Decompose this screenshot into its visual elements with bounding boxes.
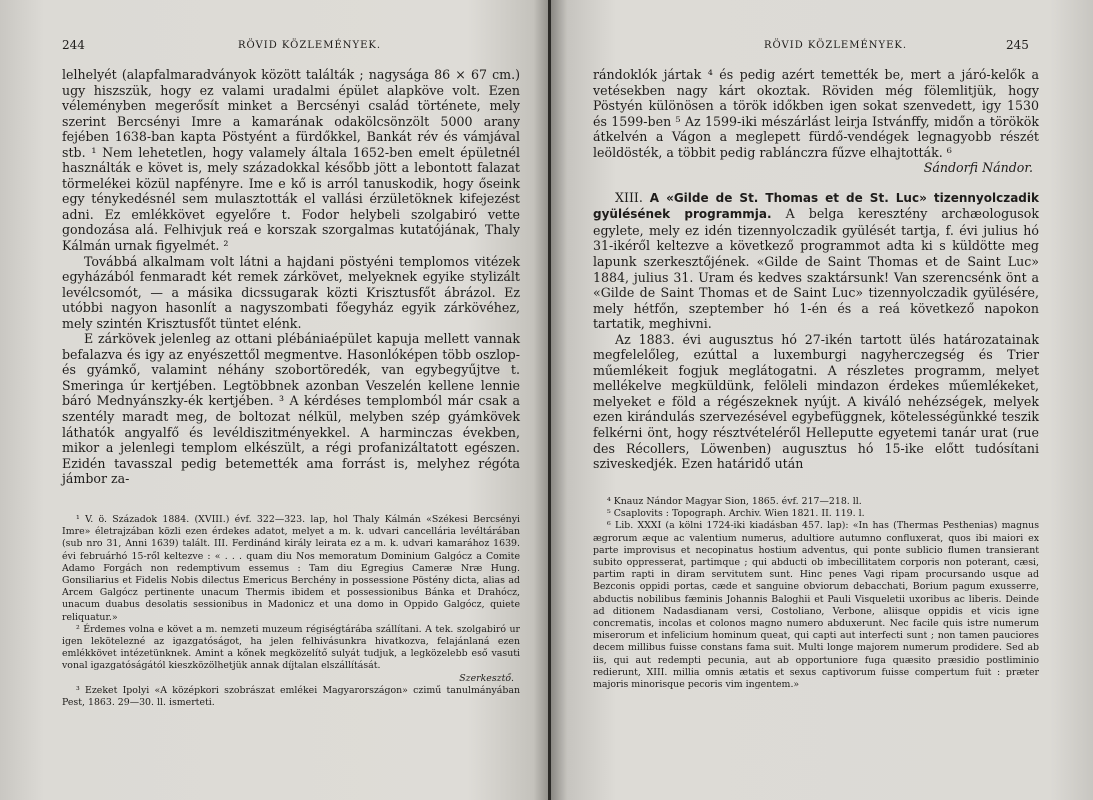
footnote: ¹ V. ö. Századok 1884. (XVIII.) évf. 322—323. lap, hol Thaly Kálmán «Székesi Bercsényi Imre» életrajzában közli ezen érdekes adatot, melyet a m. k. udvari cancellária levéltárában (sub nro 31, Anni 1639) talált. III. Ferdinánd király leirata ez a m. k. udvari kamarához 1639. évi februárhó 15-ről keltezve : « . . . quam diu Nos memoratum Dominium Galgócz a Comite Adamo Forgách non redemptivum essemus : Tam diu Egregius Cameræ Nræ Hung. Gonsiliarius et Fidelis Nobis dilectus Emericus Berchény in possessione Pöstény dicta, alias ad Arcem Galgócz pertinente unacum Thermis ibidem et possessionibus Bánka et Drahócz, unacum duabus desolatis sessionibus in Madonicz et una domo in Oppido Galgócz, quiete reliquatur.» [62, 514, 520, 623]
body-paragraph: E zárkövek jelenleg az ottani plébániaépület kapuja mellett vannak befalazva és igy az enyészettől megmentve. Hasonlóképen több oszlop- és gyámkő, valamint néhány szobortöredék, van egybegyűjtve t. Smeringa úr kertjében. Legtöbbnek azonban Veszelén kellene lennie báró Mednyánszky-ék kertjében. ³ A kérdéses templomból már csak a szentély maradt meg, de boltozat nélkül, melyben szép gyámkövek láthatók angyalfő és levéldiszitményekkel. A harminczas években, mikor a jelenlegi templom elkészült, a régi profanizáltatott egészen. Ezidén tavasszal pedig betemették ama forrást is, melyhez régóta jámbor za- [62, 331, 520, 487]
footnote: ⁵ Csaplovits : Topograph. Archiv. Wien 1821. II. 119. l. [607, 508, 865, 520]
running-head-left: RÖVID KÖZLEMÉNYEK. [238, 40, 382, 51]
body-paragraph: rándoklók jártak ⁴ és pedig azért temették be, mert a járó-kelők a vetésekben nagy kárt okoztak. Röviden még fölemlitjük, hogy Pöstyén különösen a török időkben igen sokat szenvedett, igy 1530 és 1599-ben ⁵ Az 1599-iki mészárlást leirja Istvánffy, midőn a törökök átkelvén a Vágon a meglepett fürdő-vendégek legnagyobb részét leöldösték, a többit pedig rablánczra fűzve elhajtották. ⁶ [593, 67, 1039, 160]
right-body-text [593, 67, 1039, 472]
running-head-right: RÖVID KÖZLEMÉNYEK. [764, 40, 908, 51]
section-heading-paragraph [593, 190, 1039, 332]
page-number-left: 244 [62, 38, 85, 52]
section-number: XIII. [615, 189, 643, 205]
right-page [551, 0, 1093, 800]
footnote: ⁴ Knauz Nándor Magyar Sion, 1865. évf. 217—218. ll. [607, 496, 862, 507]
section-title: A «Gilde de St. Thomas et de St. Luc» tizennyolczadik gyülésének programmja. [593, 190, 1039, 222]
footnote-signature: Szerkesztő. [459, 672, 514, 684]
author-signature: Sándorfi Nándor. [923, 160, 1033, 176]
body-paragraph: lelhelyét (alapfalmaradványok között találták ; nagysága 86 × 67 cm.) ugy hiszszük, hogy ez valami uradalmi épület alapköve volt. Ezen véleményben megerősít minket a Bercsényi család története, mely szerint Bercsényi Imre a kamarának odakölcsönzölt 5000 arany fejében 1638-ban kapta Pöstyént a fürdőkkel, Bankát rév és vámjával stb. ¹ Nem lehetetlen, hogy valamely általa 1652-ben emelt épületnél használták e követ is, mely századokkal később jött a lebontott falazat törmelékei közül napfényre. Ime e kő is arról tanuskodik, hogy őseink egy ténykedésnél sem mulasztották el vallási érzületöknek kifejezést adni. Ez emlékkövet egyelőre t. Fodor helybeli szolgabiró vette gondozása alá. Felhivjuk reá e korszak szorgalmas kutatójának, Thaly Kálmán urnak figyelmét. ² [62, 67, 520, 254]
section-text: A belga keresztény archæologusok egylete, mely ez idén tizennyolczadik gyülését tartja, f. évi julius hó 31-ikéről keltezve a következő programmot adta ki s küldötte meg lapunk szerkesztőjének. «Gilde de Saint Thomas et de Saint Luc» 1884, julius 31. Uram és kedves szaktársunk! Van szerencsénk önt a «Gilde de Saint Thomas et de Saint Luc» tizennyolczadik gyülésére, mely hétfőn, szeptember hó 1-én és a reá következő napokon tartatik, meghivni. [593, 206, 1039, 332]
page-number-right: 245 [1006, 38, 1029, 52]
left-body-text [62, 67, 520, 487]
left-footnotes [62, 514, 520, 709]
right-footnotes [593, 496, 1039, 691]
body-paragraph: Továbbá alkalmam volt látni a hajdani pöstyéni templomos vitézek egyházából fenmaradt két remek zárkövet, melyeknek egyike stylizált levélcsomót, — a másika dicssugarak közti Krisztusfőt ábrázol. Ez utóbbi nagyon hasonlít a nagyszombati főegyház egyik zárkövéhez, mely szintén Krisztusfőt tüntet elénk. [62, 253, 520, 331]
footnote: ³ Ezeket Ipolyi «A középkori szobrászat emlékei Magyarországon» czimű tanulmányában Pest, 1863. 29—30. ll. ismerteti. [62, 684, 520, 709]
footnote: ⁶ Lib. XXXI (a kölni 1724-iki kiadásban 457. lap): «In has (Thermas Pesthenias) magnus ægrorum æque ac valentium numerus, adultiore autumno confluxerat, quos ibi maiori ex parte improvisus et necopinatus hostium adventus, qui ponte sublicio flumen transierant subito oppresserat, partimque ; qui abducti ob imbecillitatem corporis non poterant, cæsi, partim rapti in diram servitutem sunt. Hinc penes Vagi ripam procursando usque ad Bezconis oppidi portas, cæde et sanguine obviorum debacchati, Borium pagum exusserre, abductis nobilibus fæminis Johannis Baloghii et Pauli Visqueletii uxoribus ac liberis. Deinde ad ditionem Nadasdianam versi, Costoliano, Verbone, aliisque oppidis et vicis igne concrematis, incolas et colonos magno numero abduxerunt. Nec facile quis istre numerum miserorum et infelicium hominum queat, qui capti aut interfecti sunt ; non tamen pauciores decem millibus fuisse constans fama suit. Multi longe majorem numerum prodidere. Sed ab iis, qui aut redempti pecunia, aut ab opportuniore fuga quæsito præsidio postliminio redierunt, XIII. millia omnis ætatis et sexus captivorum fuisse compertum fuit : præter majoris minorisque pecoris vim ingentem.» [593, 520, 1039, 691]
footnote: ² Érdemes volna e követ a m. nemzeti muzeum régiségtárába szállítani. A tek. szolgabiró ur igen lekötelezné az igazgatóságot, ha jelen felhivásunkra hivatkozva, felajánlaná ezen emlékkövet intézetünknek. Amint a kőnek megközelítő sulyát tudjuk, a legközelebb eső vasuti vonal igazgatóságától kieszközölhetjük annak díjtalan elszállítását. [62, 623, 520, 672]
body-paragraph: Az 1883. évi augusztus hó 27-ikén tartott ülés határozatainak megfelelőleg, ezúttal a luxemburgi nagyherczegség és Trier műemlékeit fogjuk meglátogatni. A részletes programm, melyet mellékelve megküldünk, felöleli mindazon érdekes műemlékeket, melyeket e föld a régészeknek nyújt. A kiváló nehézségek, melyek ezen kirándulás szervezésével egybefüggnek, kötelességünkké teszik felkérni önt, hogy résztvételéről Helleputte egyetemi tanár urat (rue des Récollers, Löwenben) augusztus hó 15-ike előtt tudósítani sziveskedjék. Ezen határidő után [593, 331, 1039, 472]
